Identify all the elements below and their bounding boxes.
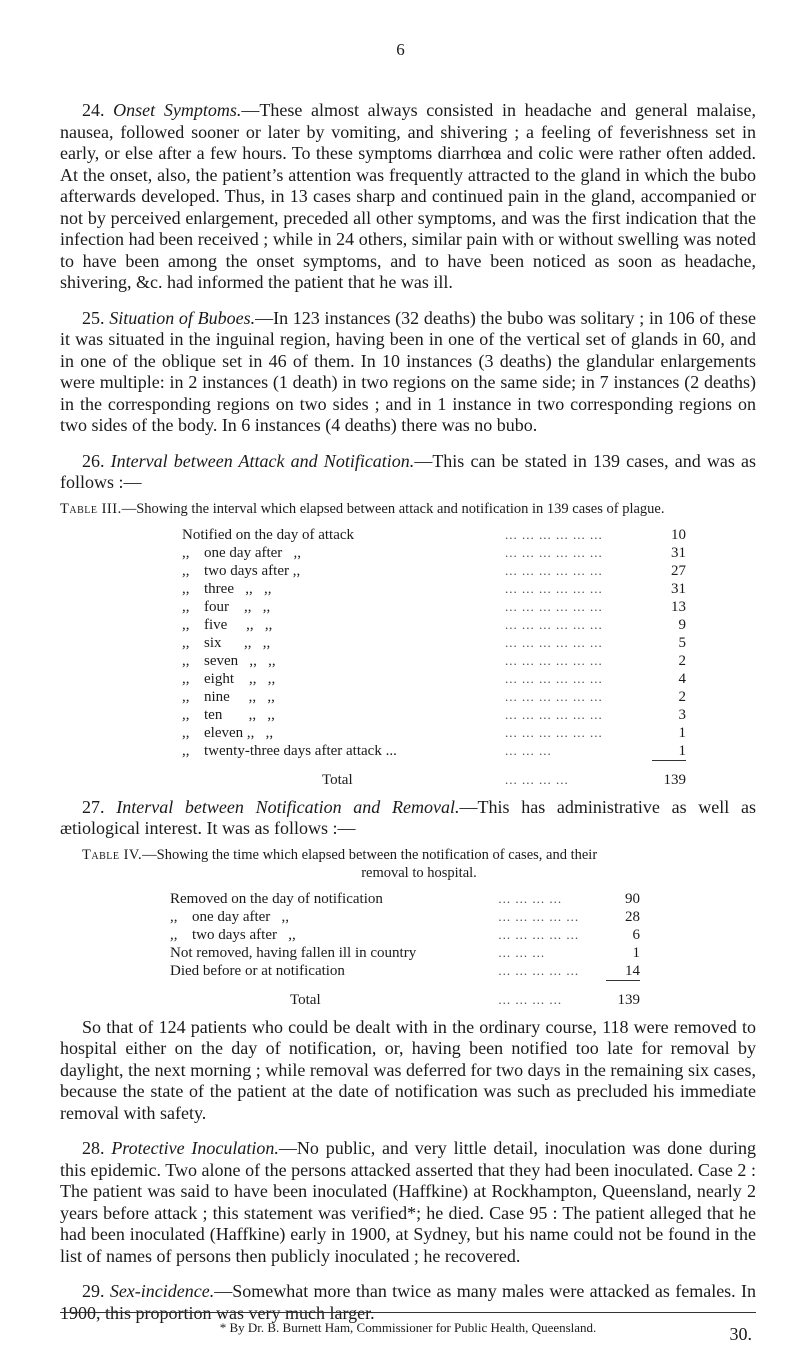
row-label: Notified on the day of attack — [182, 526, 355, 543]
section-number: 29. — [82, 1281, 105, 1301]
total-value: 139 — [652, 760, 686, 789]
total-label: Total — [322, 771, 353, 788]
row-value: 28 — [625, 908, 640, 925]
section-text: —No public, and very little detail, inoculation was done during this epidemic. Two alone of the persons attacked asserted that they had been inoculated. Case 2 : The patient was said to have been inoculated (Haffkine) at Rockhampton, Queensland, nearly 2 years before attack ; this statement was verified*; he died. Case 95 : The patient alleged that he had been inoculated (Haffkine) early in 1900, at Sydney, but his name could not be found in the list of names of persons then publicly inoculated ; he recovered. — [60, 1138, 757, 1266]
row-value: 10 — [671, 526, 686, 543]
table-row: ,, ten ,, ,, ... ... ... ... ... ... 3 — [182, 706, 686, 723]
catchword: 30. — [729, 1324, 752, 1344]
row-value: 1 — [678, 742, 686, 759]
section-heading: Sex-incidence. — [109, 1281, 215, 1301]
row-label: two days after — [192, 926, 277, 943]
section-number: 24. — [82, 100, 105, 120]
row-value: 13 — [671, 598, 686, 615]
table-row: ,, one day after ,, ... ... ... ... ... 28 — [170, 908, 640, 925]
row-value: 9 — [678, 616, 686, 633]
table-row: ,, twenty-three days after attack ... ... ... ... 1 — [182, 742, 686, 759]
table-row: ,, nine ,, ,, ... ... ... ... ... ... 2 — [182, 688, 686, 705]
section-25 — [60, 308, 756, 437]
row-value: 3 — [678, 706, 686, 723]
footnote: * By Dr. B. Burnett Ham, Commissioner for Public Health, Queensland. — [219, 1320, 597, 1335]
row-value: 1 — [632, 944, 640, 961]
table-row: ,, four ,, ,, ... ... ... ... ... ... 13 — [182, 598, 686, 615]
section-text: —This can be stated in 139 cases, and was as follows :— — [60, 450, 756, 492]
table-4 — [170, 890, 640, 1009]
section-26 — [60, 451, 756, 494]
row-label: Removed on the day of notification — [170, 890, 383, 907]
row-label: twenty-three days after attack — [204, 743, 382, 759]
section-number: 25. — [82, 307, 105, 328]
row-value: 14 — [625, 962, 640, 979]
table-total-row: Total ... ... ... ... 139 — [170, 980, 640, 1009]
section-heading: Situation of Buboes. — [109, 307, 256, 328]
page-body — [60, 100, 756, 1345]
section-heading: Interval between Attack and Notification. — [110, 450, 415, 471]
section-28 — [60, 1138, 756, 1267]
row-label: two days after — [204, 562, 289, 579]
row-value: 2 — [678, 688, 686, 705]
row-label: ten — [204, 706, 223, 723]
row-label: nine — [204, 688, 230, 705]
table-row: Removed on the day of notification ... ... ... ... 90 — [170, 890, 640, 907]
row-label: one day after — [204, 544, 283, 561]
section-text: —This has administrative as well as ætiological interest. It was as follows :— — [60, 796, 757, 838]
table-row: ,, seven ,, ,, ... ... ... ... ... ... 2 — [182, 652, 686, 669]
section-29 — [60, 1281, 756, 1324]
row-label: six — [204, 634, 222, 651]
row-value: 31 — [671, 580, 686, 597]
section-heading: Onset Symptoms. — [113, 100, 242, 120]
row-value: 5 — [678, 634, 686, 651]
row-value: 27 — [671, 562, 686, 579]
footnote-rule — [60, 1312, 756, 1313]
table-row: ,, one day after ,, ... ... ... ... ... ... 31 — [182, 544, 686, 561]
table-row: Died before or at notification ... ... ... ... ... 14 — [170, 962, 640, 979]
section-27 — [60, 797, 756, 840]
row-value: 4 — [678, 670, 686, 687]
section-text: —These almost always consisted in headache and general malaise, nausea, followed sooner or later by vomiting, and shivering ; a feeling of feverishness set in early, or else after a few hours. To these symptoms diarrhœa and colic were rather often added. At the onset, also, the patient’s attention was frequently attracted to the gland in which the bubo afterwards developed. Thus, in 13 cases sharp and continued pain in the gland, accompanied or not by perceived enlargement, preceded all other symptoms, and was the first indication that the infection had been received ; while in 24 others, similar pain with or without swelling was noted to have been among the onset symptoms, and to have been noticed as soon as headache, shivering, &c. had informed the patient that he was ill. — [60, 100, 756, 292]
row-value: 1 — [678, 724, 686, 741]
row-value: 2 — [678, 652, 686, 669]
row-value: 6 — [632, 926, 640, 943]
row-label: Not removed, having fallen ill in country — [170, 944, 417, 961]
section-text: —Somewhat more than twice as many males were attacked as females. In 1900, this proportion was very much larger. — [60, 1281, 756, 1323]
total-value: 139 — [606, 980, 640, 1009]
table-caption-text: —Showing the interval which elapsed between attack and notification in 139 cases of plague. — [121, 500, 665, 517]
table-total-row: Total ... ... ... ... 139 — [182, 760, 686, 789]
table-caption-continued: removal to hospital. — [361, 864, 477, 881]
table-row: ,, two days after ,, ... ... ... ... ... ... 27 — [182, 562, 686, 579]
row-label: three — [204, 580, 234, 597]
table-row: ,, two days after ,, ... ... ... ... ... 6 — [170, 926, 640, 943]
table-row: ,, eight ,, ,, ... ... ... ... ... ... 4 — [182, 670, 686, 687]
section-heading: Interval between Notification and Removal. — [116, 796, 460, 817]
row-label: seven — [204, 652, 239, 669]
page-number: 6 — [396, 40, 405, 59]
row-label: eleven — [204, 724, 244, 741]
table-row: Notified on the day of attack ... ... ... ... ... ... 10 — [182, 526, 686, 543]
table-row: ,, six ,, ,, ... ... ... ... ... ... 5 — [182, 634, 686, 651]
row-label: five — [204, 616, 228, 633]
section-24 — [60, 100, 756, 294]
section-27-continued — [60, 1017, 756, 1125]
table-row: ,, five ,, ,, ... ... ... ... ... ... 9 — [182, 616, 686, 633]
section-number: 27. — [82, 796, 105, 817]
table-3-caption — [60, 500, 756, 518]
table-label: Table III. — [60, 500, 122, 517]
section-heading: Protective Inoculation. — [111, 1138, 279, 1158]
table-row: ,, eleven ,, ,, ... ... ... ... ... ... 1 — [182, 724, 686, 741]
section-number: 28. — [82, 1138, 105, 1158]
row-label: eight — [204, 670, 234, 687]
row-value: 90 — [625, 890, 640, 907]
table-label: Table IV. — [82, 846, 143, 863]
table-row: Not removed, having fallen ill in country ... ... ... 1 — [170, 944, 640, 961]
section-text: So that of 124 patients who could be dealt with in the ordinary course, 118 were removed to hospital either on the day of notification, or, having been notified too late for removal by daylight, the next morning ; while removal was deferred for two days in the remaining six cases, because the state of the patient at the date of notification was such as precluded his immediate removal with safety. — [60, 1016, 756, 1123]
row-label: four — [204, 598, 229, 615]
table-3 — [182, 526, 686, 789]
table-row: ,, three ,, ,, ... ... ... ... ... ... 31 — [182, 580, 686, 597]
section-number: 26. — [82, 450, 105, 471]
row-label: one day after — [192, 908, 271, 925]
table-caption-text: —Showing the time which elapsed between the notification of cases, and their — [142, 846, 598, 863]
row-value: 31 — [671, 544, 686, 561]
total-label: Total — [290, 991, 321, 1008]
row-label: Died before or at notification — [170, 963, 345, 979]
table-4-caption — [60, 846, 756, 882]
section-text: —In 123 instances (32 deaths) the bubo was solitary ; in 106 of these it was situated in the inguinal region, having been in one of the vertical set of glands in 60, and in one of the oblique set in 46 of them. In 10 instances (3 deaths) the glandular enlargements were multiple: in 2 instances (1 death) in two regions on the same side; in 7 instances (2 deaths) in the corresponding regions on two sides ; and in 1 instance in two corresponding regions on two sides of the body. In 6 instances (4 deaths) there was no bubo. — [60, 307, 757, 435]
